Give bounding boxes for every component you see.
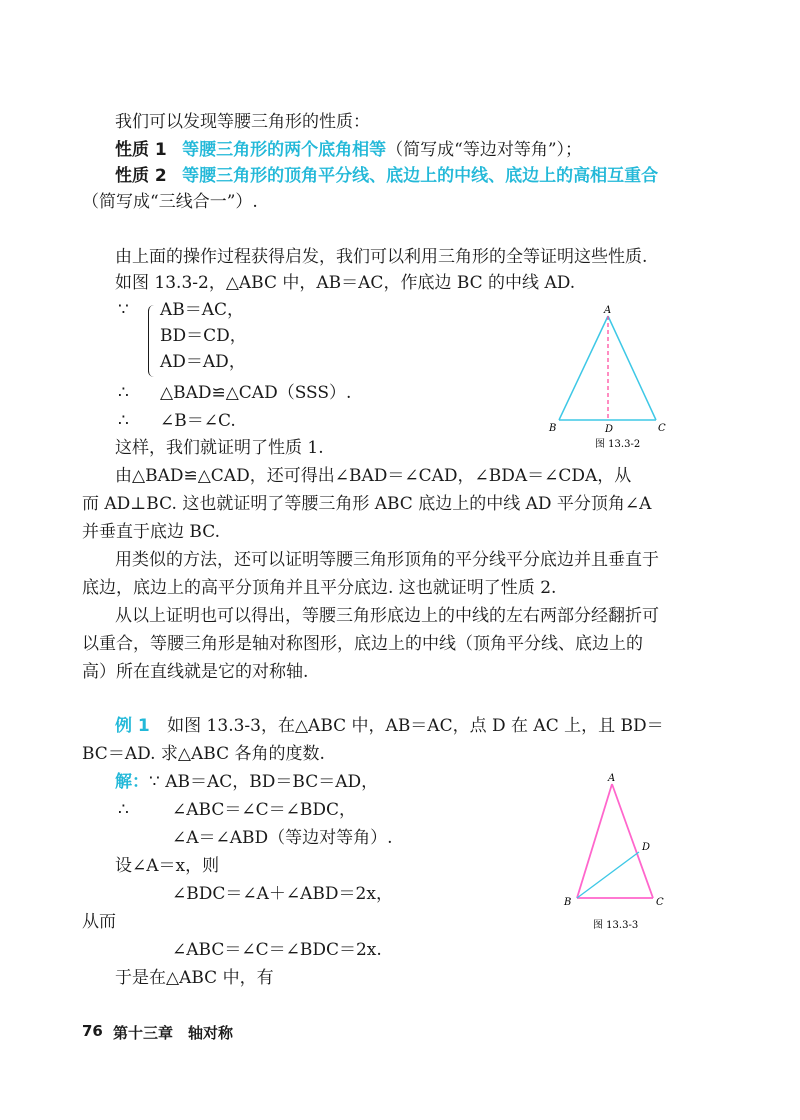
therefore-symbol-1: ∴	[118, 383, 129, 403]
fig2-side-ac	[612, 784, 653, 898]
conclusion-congruent: △BAD≌△CAD（SSS）.	[160, 383, 352, 403]
fig1-label-c: C	[658, 423, 666, 434]
intro-line: 我们可以发现等腰三角形的性质：	[115, 112, 370, 132]
fig1-label-b: B	[549, 423, 557, 434]
equation-3: AD＝AD，	[160, 352, 246, 372]
solution-label: 解：	[115, 772, 149, 792]
fig1-side-ac	[608, 316, 656, 420]
property-2-label: 性质 2	[115, 166, 167, 186]
solution-line-3: ∠A＝∠ABD（等边对等角）.	[172, 828, 393, 848]
paragraph-2-line-1: 用类似的方法，还可以证明等腰三角形顶角的平分线平分底边并且垂直于	[115, 550, 659, 570]
fig2-side-ab	[577, 784, 612, 898]
chapter-title: 第十三章 轴对称	[113, 1024, 234, 1042]
solution-line-2: ∠ABC＝∠C＝∠BDC，	[172, 800, 356, 820]
property-1-label: 性质 1	[115, 140, 167, 160]
example-1-label: 例 1	[115, 716, 150, 736]
property-2-text: 等腰三角形的顶角平分线、底边上的中线、底边上的高相互重合	[182, 166, 659, 186]
paragraph-1-line-1: 由△BAD≌△CAD，还可得出∠BAD＝∠CAD，∠BDA＝∠CDA，从	[115, 466, 632, 486]
equation-2: BD＝CD，	[160, 326, 247, 346]
conclusion-angles: ∠B＝∠C.	[160, 411, 236, 431]
fig1-caption: 图 13.3-2	[595, 439, 641, 450]
fig2-label-d: D	[642, 842, 651, 853]
property-1-text: 等腰三角形的两个底角相等	[182, 140, 387, 160]
paragraph-3-line-2: 以重合，等腰三角形是轴对称图形，底边上的中线（顶角平分线、底边上的	[82, 634, 643, 654]
equation-1: AB＝AC，	[160, 300, 245, 320]
paragraph-1-line-3: 并垂直于底边 BC.	[82, 522, 221, 542]
property-2-note: （简写成“三线合一”）.	[82, 192, 258, 212]
figure-13-3-3	[555, 770, 685, 935]
property-2	[115, 164, 658, 188]
therefore-symbol-2: ∴	[118, 411, 129, 431]
solution-line-1: 解：∵ AB＝AC，BD＝BC＝AD，	[115, 772, 379, 792]
solution-line-4: 设∠A＝x，则	[115, 856, 220, 876]
example-1-line-2: BC＝AD. 求△ABC 各角的度数.	[82, 744, 325, 764]
paragraph-figure-ref: 如图 13.3-2，△ABC 中，AB＝AC，作底边 BC 的中线 AD.	[115, 273, 576, 293]
property-1	[115, 138, 582, 162]
solution-line-7: ∠ABC＝∠C＝∠BDC＝2x.	[172, 940, 382, 960]
paragraph-2-line-2: 底边，底边上的高平分顶角并且平分底边. 这也就证明了性质 2.	[82, 578, 557, 598]
solution-therefore: ∴	[118, 800, 129, 820]
fig1-label-a: A	[604, 305, 612, 316]
fig1-label-d: D	[605, 424, 614, 435]
paragraph-3-line-3: 高）所在直线就是它的对称轴.	[82, 662, 309, 682]
fig2-segment-bd	[577, 852, 639, 898]
fig2-caption: 图 13.3-3	[593, 920, 639, 931]
paragraph-proved-1: 这样，我们就证明了性质 1.	[115, 438, 324, 458]
solution-line-8: 于是在△ABC 中，有	[115, 968, 274, 988]
fig2-label-b: B	[564, 897, 572, 908]
page-number: 76	[82, 1022, 103, 1040]
because-symbol: ∵	[118, 300, 129, 320]
paragraph-1-line-2: 而 AD⊥BC. 这也就证明了等腰三角形 ABC 底边上的中线 AD 平分顶角∠A	[82, 494, 652, 514]
paragraph-3-line-1: 从以上证明也可以得出，等腰三角形底边上的中线的左右两部分经翻折可	[115, 606, 659, 626]
solution-line-6: 从而	[82, 912, 116, 932]
example-1-line-1: 例 1 如图 13.3-3，在△ABC 中，AB＝AC，点 D 在 AC 上，且 BD＝	[115, 716, 664, 736]
property-1-note: （简写成“等边对等角”）；	[386, 140, 583, 160]
figure-13-3-2	[545, 300, 685, 450]
paragraph-inspire: 由上面的操作过程获得启发，我们可以利用三角形的全等证明这些性质.	[115, 247, 648, 267]
system-brace	[148, 305, 159, 377]
fig2-label-c: C	[656, 897, 664, 908]
fig2-label-a: A	[608, 773, 616, 784]
solution-line-5: ∠BDC＝∠A＋∠ABD＝2x，	[172, 884, 393, 904]
fig1-side-ab	[559, 316, 608, 420]
